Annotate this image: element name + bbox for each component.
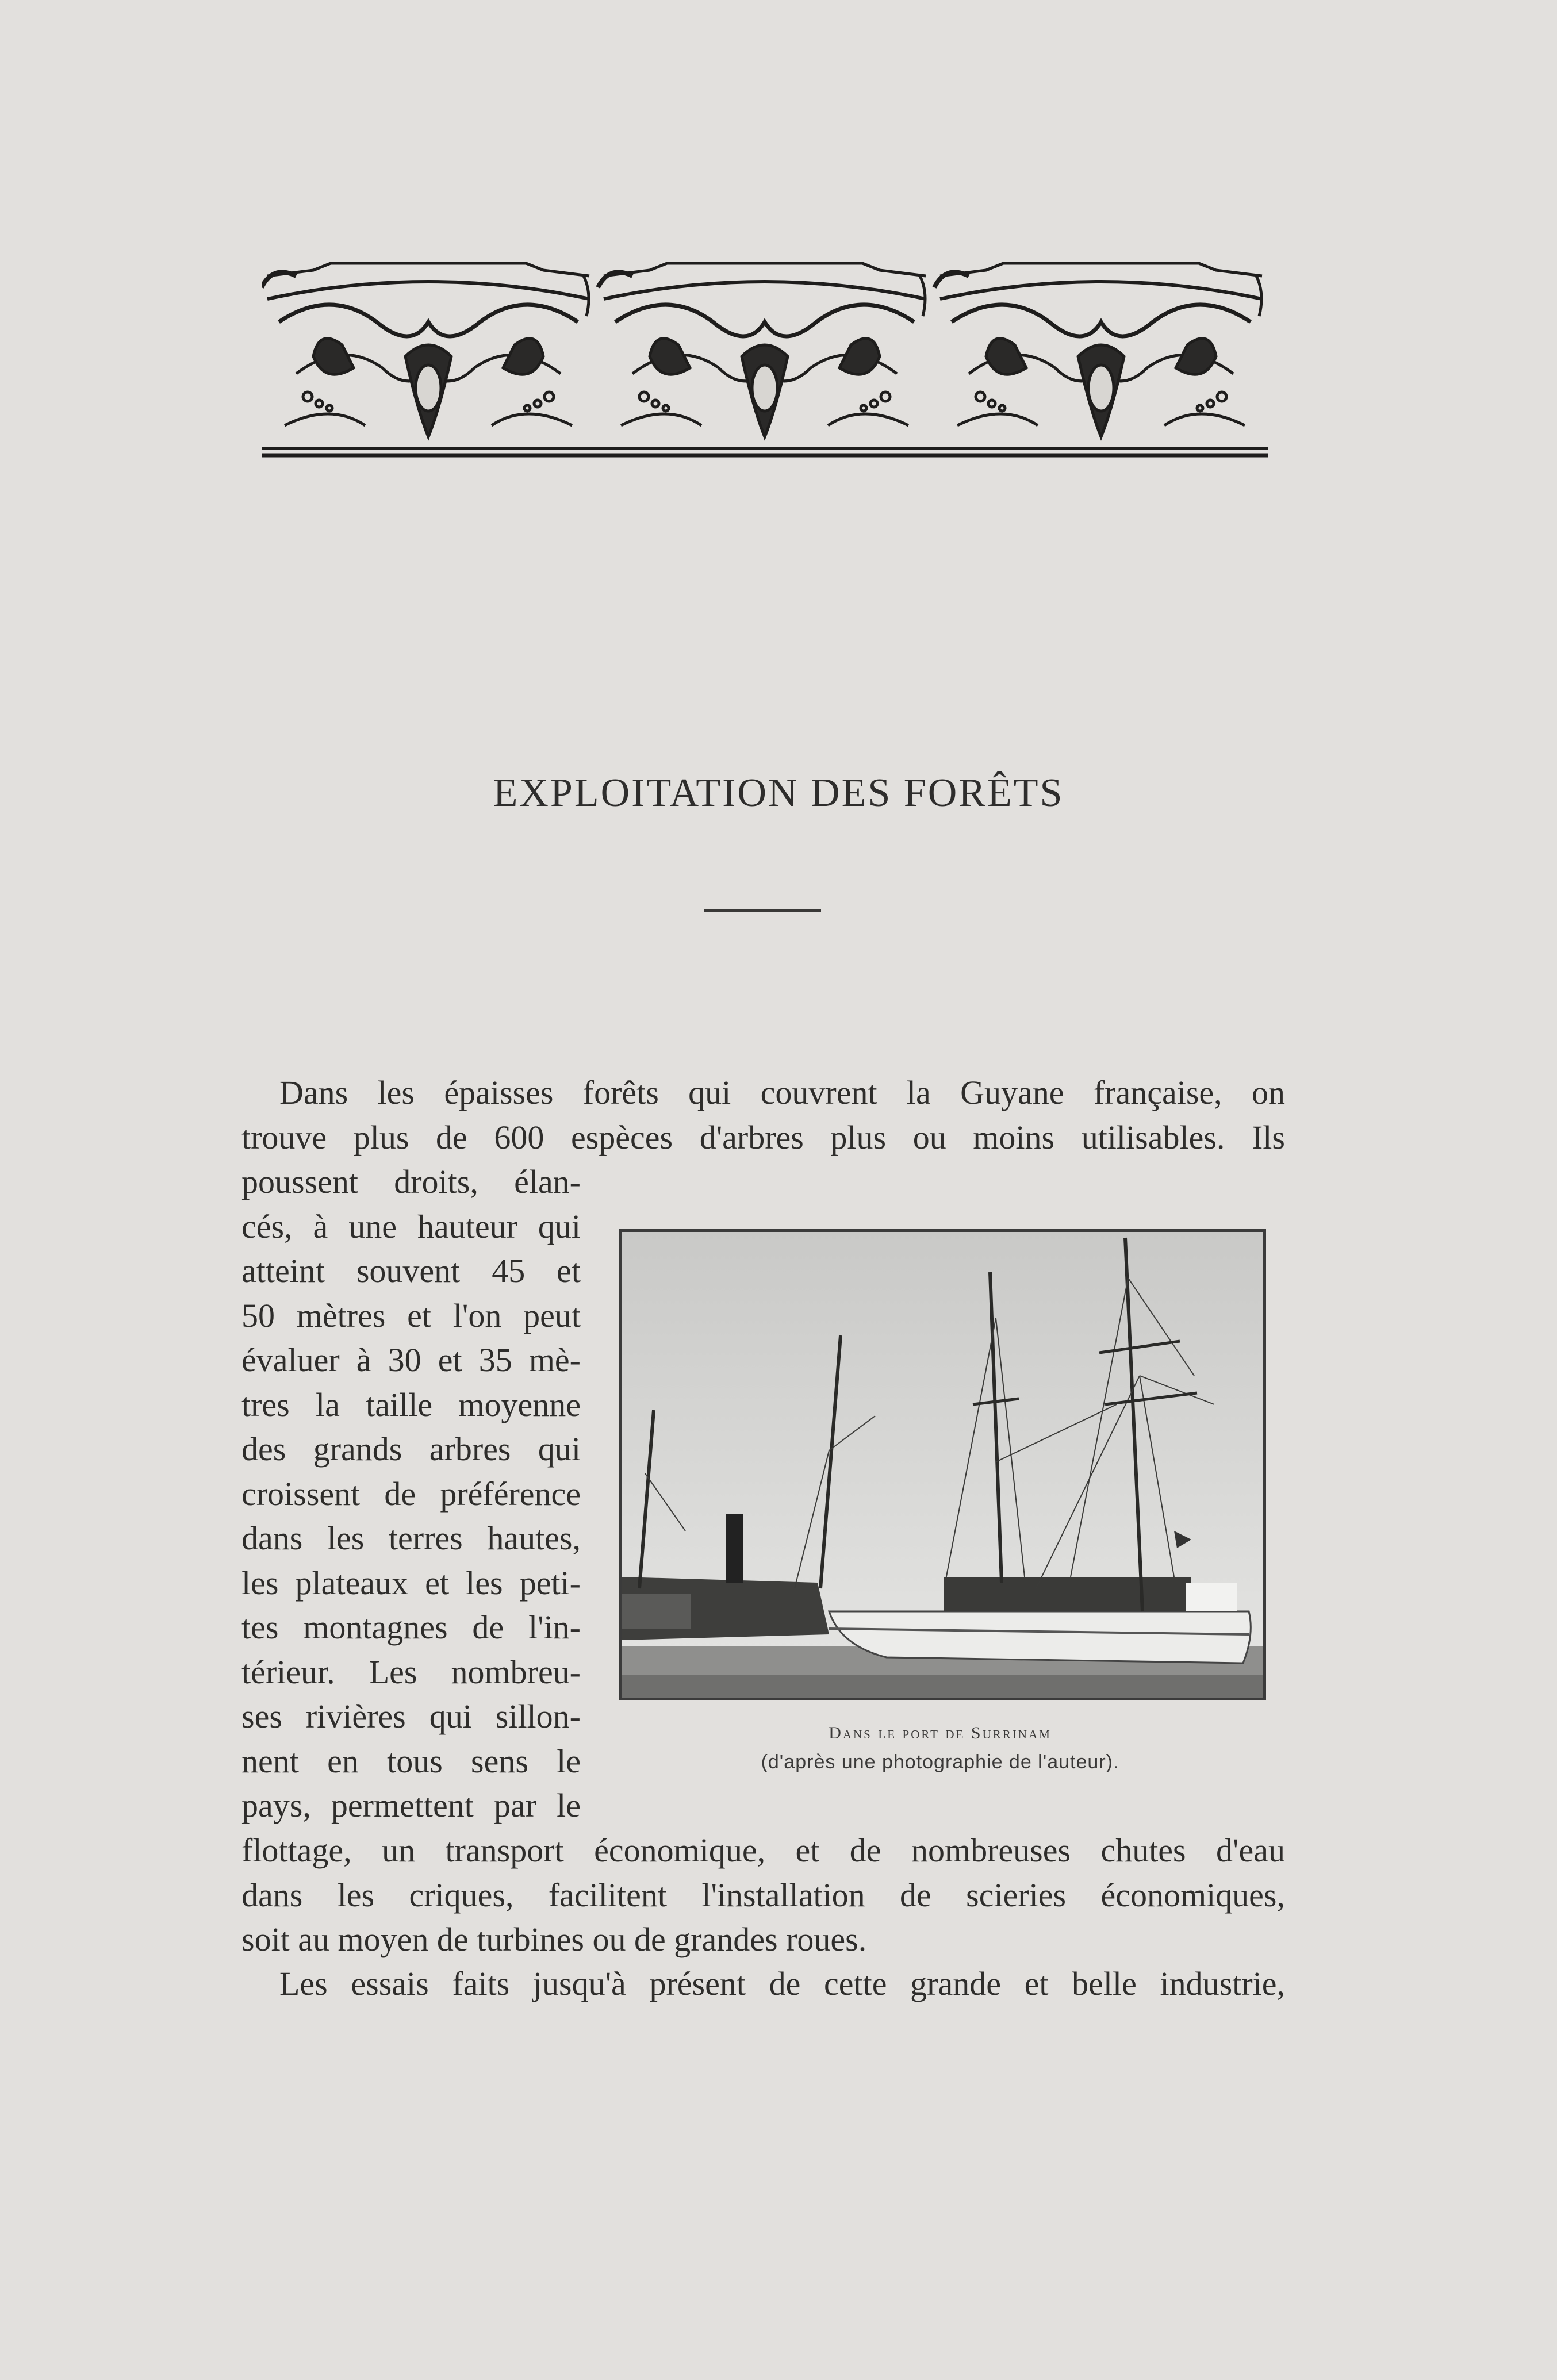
text-line: tes montagnes de l'in- — [241, 1609, 581, 1646]
paragraph-2 — [241, 1961, 1285, 2006]
text-line: soit au moyen de turbines ou de grandes roues. — [241, 1921, 867, 1958]
paragraph-1-top — [241, 1070, 1285, 1160]
ships-in-port-image-icon — [622, 1232, 1263, 1698]
text-line: croissent de préférence — [241, 1475, 581, 1513]
figure-caption-credit: (d'après une photographie de l'auteur). — [761, 1751, 1119, 1773]
figure-caption-title: Dans le port de Surrinam — [829, 1723, 1052, 1742]
title-divider — [704, 909, 821, 912]
harbor-photograph — [619, 1229, 1266, 1700]
text-line: ses rivières qui sillon- — [241, 1698, 581, 1735]
text-line: des grands arbres qui — [241, 1430, 581, 1468]
text-line: les plateaux et les peti- — [241, 1564, 581, 1602]
text-line: flottage, un transport économique, et de nombreuses chutes d'eau — [241, 1832, 1285, 1869]
text-line: 50 mètres et l'on peut — [241, 1296, 581, 1334]
text-line: poussent droits, élan- — [241, 1163, 581, 1200]
text-line: nent en tous sens le — [241, 1742, 581, 1780]
text-line: atteint souvent 45 et — [241, 1252, 581, 1289]
paragraph-1-bottom — [241, 1828, 1285, 1962]
ornamental-header-band-icon — [262, 253, 1268, 460]
text-line: dans les criques, facilitent l'installation de scieries économiques, — [241, 1876, 1285, 1914]
text-line: dans les terres hautes, — [241, 1519, 581, 1557]
text-line: Les essais faits jusqu'à présent de cette grande et belle industrie, — [279, 1965, 1285, 2002]
text-line: tres la taille moyenne — [241, 1385, 581, 1423]
text-line: cés, à une hauteur qui — [241, 1207, 581, 1245]
page-title: EXPLOITATION DES FORÊTS — [493, 771, 1064, 815]
text-line: évaluer à 30 et 35 mè- — [241, 1341, 581, 1379]
text-line: pays, permettent par le — [241, 1787, 581, 1824]
paragraph-1-column — [241, 1160, 581, 1828]
text-line: trouve plus de 600 espèces d'arbres plus ou moins utilisables. Ils — [241, 1118, 1285, 1156]
text-line: Dans les épaisses forêts qui couvrent la Guyane française, on — [279, 1074, 1285, 1111]
text-line: térieur. Les nombreu- — [241, 1653, 581, 1691]
